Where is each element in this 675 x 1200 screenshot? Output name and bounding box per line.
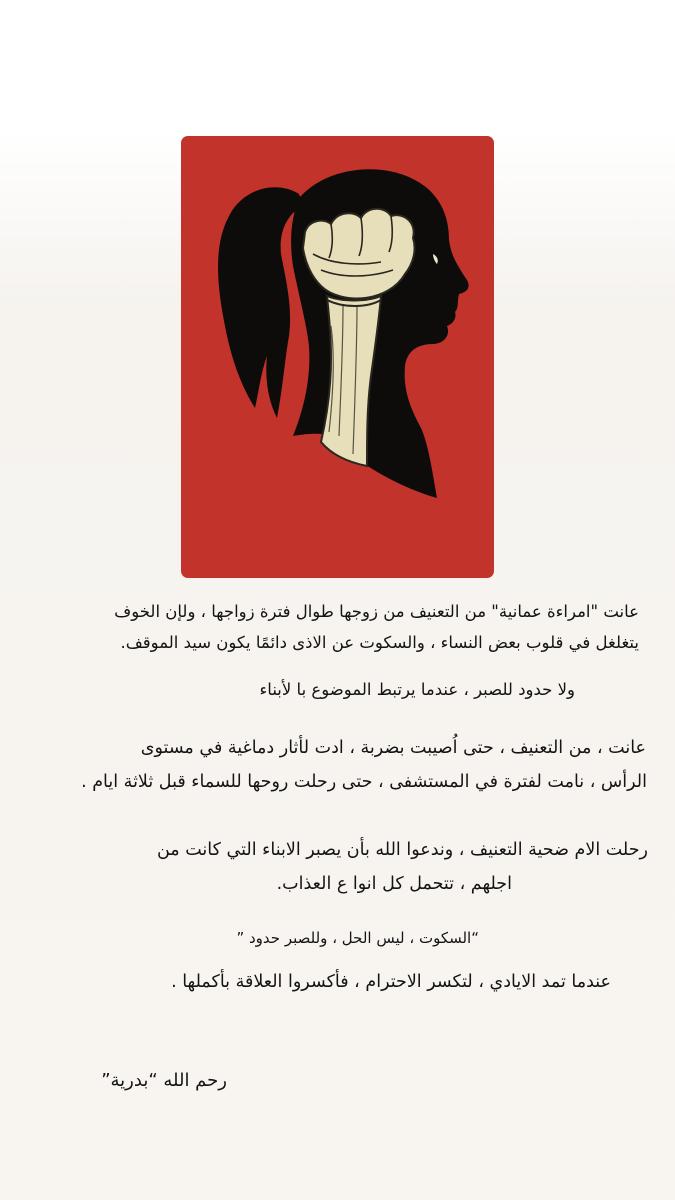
raised-fist-silhouette-icon (181, 136, 494, 578)
paragraph-5-line-1: عندما تمد الايادي ، لتكسر الاحترام ، فأكسروا العلاقة بأكملها . (171, 972, 611, 992)
paragraph-4-line-1: رحلت الام ضحية التعنيف ، وندعوا الله بأن يصبر الابناء التي كانت من (156, 840, 648, 860)
paragraph-1-line-2: يتغلغل في قلوب بعض النساء ، والسكوت عن الاذى دائمًا يكون سيد الموقف. (120, 633, 639, 652)
awareness-poster (181, 136, 494, 578)
paragraph-1-line-1: عانت "امراءة عمانية" من التعنيف من زوجها طوال فترة زواجها ، ولإن الخوف (114, 602, 639, 621)
ponytail-shape (218, 187, 299, 418)
quote-text: “السكوت ، ليس الحل ، وللصبر حدود ” (236, 929, 479, 947)
paragraph-2-line-1: ولا حدود للصبر ، عندما يرتبط الموضوع با لأبناء (259, 680, 575, 699)
paragraph-4-line-2: اجلهم ، تتحمل كل انوا ع العذاب. (276, 874, 512, 894)
paragraph-3-line-2: الرأس ، نامت لفترة في المستشفى ، حتى رحلت روحها للسماء قبل ثلاثة ايام . (81, 772, 647, 792)
paragraph-3-line-1: عانت ، من التعنيف ، حتى اُصيبت بضربة ، ادت لأثار دماغية في مستوى (140, 738, 646, 758)
memorial-signature: رحم الله “بدرية” (101, 1070, 227, 1091)
